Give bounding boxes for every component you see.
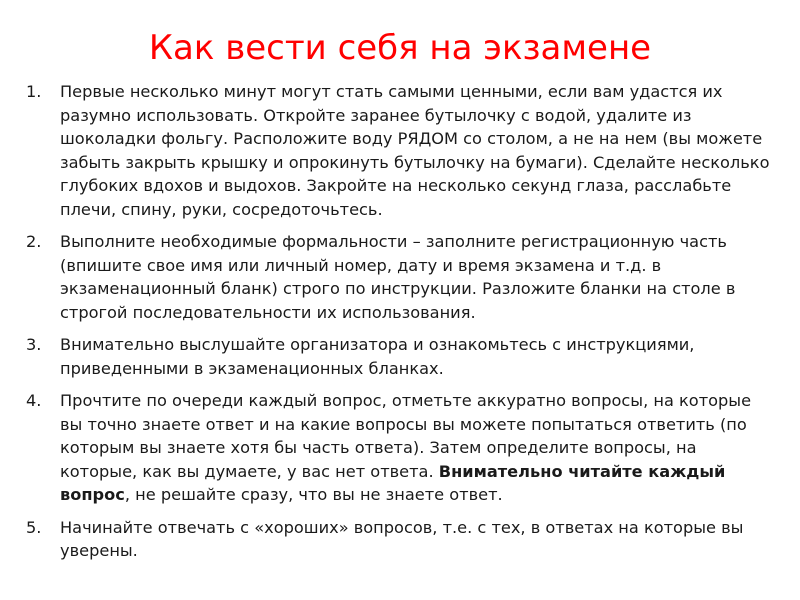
list-item-text: Внимательно выслушайте организатора и ознакомьтесь с инструкциями, приведенными в экзаменационных бланках. [60,335,695,378]
list-item-number: 5. [26,517,42,537]
list-item-number: 3. [26,335,42,354]
list-item-number: 1. [26,82,42,101]
instruction-list [26,80,776,563]
list-item-text-before: Прочтите по очереди каждый вопрос, отметьте аккуратно вопросы, на которые вы точно знаете ответ и на какие вопросы вы можете попытаться ответить (по которым вы знаете хотя бы часть ответа). Затем определите вопросы, на которые, как вы думаете, у вас нет ответа. [60,391,752,481]
list-item-number: 2. [26,232,42,251]
list-item-text: Начинайте отвечать с «хороших» вопросов, т.е. с тех, в ответах на которые вы уверены. [60,517,744,560]
list-item [26,80,776,221]
list-item-text: Первые несколько минут могут стать самыми ценными, если вам удастся их разумно использовать. Откройте заранее бутылочку с водой, удалите из шоколадки фольгу. Расположите воду РЯДОМ со столом, а не на нем (вы можете забыть закрыть крышку и опрокинуть бутылочку на бумаги). Сделайте несколько глубоких вдохов и выдохов. Закройте на несколько секунд глаза, расслабьте плечи, спину, руки, сосредоточьтесь. [60,82,770,219]
list-item-number: 4. [26,391,42,410]
list-item [26,389,776,507]
list-item [26,230,776,324]
list-item [26,333,776,380]
list-item-text [60,389,776,507]
page-title: Как вести себя на экзамене [148,28,652,68]
list-item-text-after: , не решайте сразу, что вы не знаете ответ. [124,485,503,504]
list-item-text: Выполните необходимые формальности – заполните регистрационную часть (впишите свое имя или личный номер, дату и время экзамена и т.д. в экзаменационный бланк) строго по инструкции. Разложите бланки на столе в строгой последовательности их использования. [60,232,736,322]
list-item [26,516,776,563]
list-item-bold-text: Внимательно читайте каждый вопрос [60,461,726,504]
